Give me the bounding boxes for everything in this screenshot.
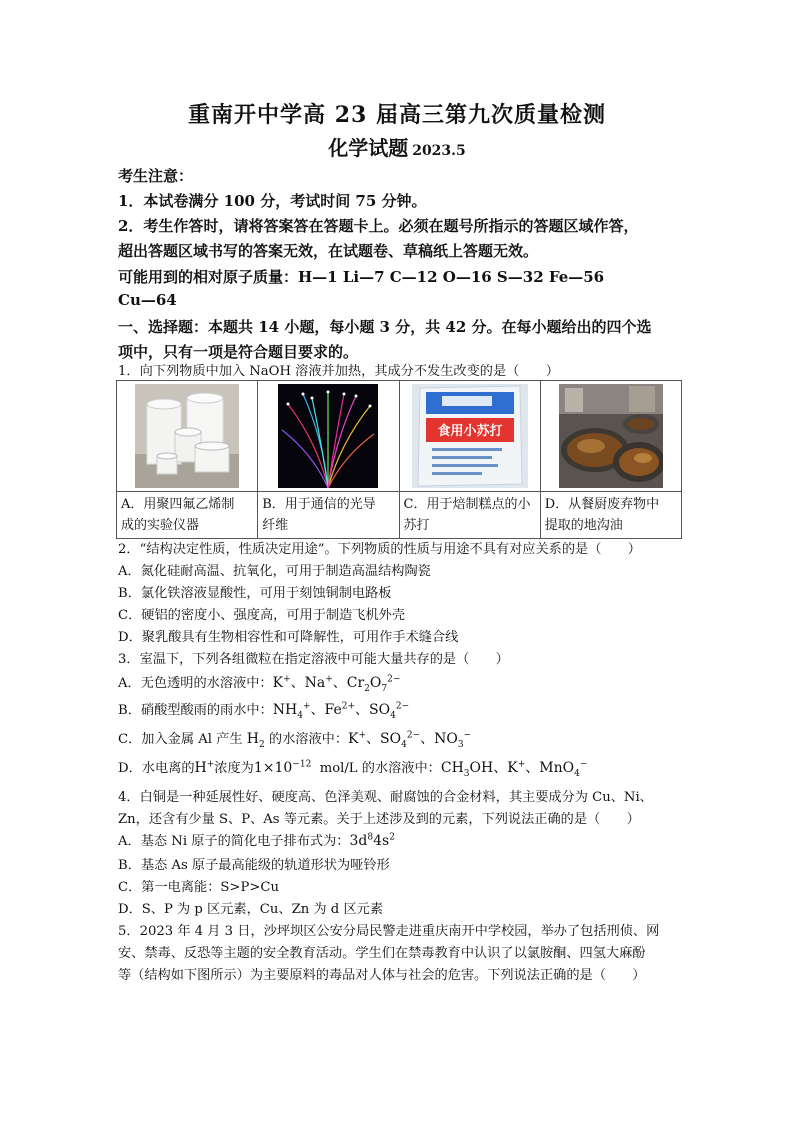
notice-item-2-cont: 超出答题区域书写的答案无效，在试题卷、草稿纸上答题无效。 bbox=[118, 242, 539, 260]
waste-oil-photo bbox=[559, 384, 663, 488]
ptfe-labware-photo bbox=[135, 384, 239, 488]
question-5-stem: 5．2023 年 4 月 3 日，沙坪坝区公安分局民警走进重庆南开中学校园，举办了包括刑侦、网 bbox=[118, 924, 660, 939]
question-2-stem: 2．“结构决定性质，性质决定用途”。下列物质的性质与用途不具有对应关系的是（ ） bbox=[118, 542, 641, 557]
notice-heading: 考生注意： bbox=[118, 167, 194, 185]
question-2-option-d: D．聚乳酸具有生物相容性和可降解性，可用作手术缝合线 bbox=[118, 630, 459, 645]
question-3-option-a: A．无色透明的水溶液中：K+、Na+、$Cr_2O_7^{2-}$ bbox=[118, 674, 401, 694]
atomic-masses: 可能用到的相对原子质量：H—1 Li—7 C—12 O—16 S—32 Fe—56 bbox=[118, 268, 605, 286]
option-a-image-cell bbox=[117, 381, 258, 492]
notice-item-2: 2．考生作答时，请将答案答在答题卡上。必须在题号所指示的答题区域作答， bbox=[118, 217, 639, 235]
baking-soda-package-photo bbox=[412, 384, 528, 488]
section-heading: 一、选择题：本题共 14 小题，每小题 3 分，共 42 分。在每小题给出的四个选 bbox=[118, 318, 652, 336]
question-4-option-a: A．基态 Ni 原子的简化电子排布式为：$3d^84s^2$ bbox=[118, 832, 395, 849]
question-3-option-b: B．硝酸型酸雨的雨水中：$NH_4^+$、$Fe^{2+}$、$SO_4^{2-}$ bbox=[118, 701, 410, 721]
question-2-option-a: A．氮化硅耐高温、抗氧化，可用于制造高温结构陶瓷 bbox=[118, 564, 431, 579]
question-2-option-b: B．氯化铁溶液显酸性，可用于刻蚀铜制电路板 bbox=[118, 586, 392, 601]
option-b-image-cell bbox=[258, 381, 399, 492]
subject-title: 化学试题 bbox=[328, 136, 409, 160]
option-c-caption: C．用于焙制糕点的小 苏打 bbox=[403, 497, 531, 533]
question-5-stem-cont-2: 等（结构如下图所示）为主要原料的毒品对人体与社会的危害。下列说法正确的是（ ） bbox=[118, 968, 646, 983]
question-4-stem-cont: Zn，还含有少量 S、P、As 等元素。关于上述涉及到的元素，下列说法正确的是（ ） bbox=[118, 812, 640, 827]
question-3-stem: 3．室温下，下列各组微粒在指定溶液中可能大量共存的是（ ） bbox=[118, 652, 509, 667]
question-4-option-d: D．S、P 为 p 区元素，Cu、Zn 为 d 区元素 bbox=[118, 902, 384, 917]
question-2-option-c: C．硬铝的密度小、强度高，可用于制造飞机外壳 bbox=[118, 608, 406, 623]
question-4-stem: 4．白铜是一种延展性好、硬度高、色泽美观、耐腐蚀的合金材料，其主要成分为 Cu、Ni、 bbox=[118, 790, 653, 805]
option-d-caption: D．从餐厨废弃物中 提取的地沟油 bbox=[544, 497, 660, 533]
notice-item-1: 1．本试卷满分 100 分，考试时间 75 分钟。 bbox=[118, 192, 427, 210]
question-1-options-table bbox=[116, 380, 682, 539]
svg-text:食用小苏打: 食用小苏打 bbox=[437, 424, 503, 439]
exam-title: 重南开中学高 23 届高三第九次质量检测 bbox=[188, 102, 606, 128]
optical-fiber-photo bbox=[278, 384, 378, 488]
question-3-option-c: C．加入金属 Al 产生 $H_2$ 的水溶液中：K+、$SO_4^{2-}$、$NO_3^-$ bbox=[118, 730, 472, 750]
question-3-option-d: D．水电离的H+浓度为$1\times 10^{-12}$ mol/L 的水溶液中：$CH_3OH$、K+、MnO$_4$− bbox=[118, 759, 588, 779]
atomic-masses-cont: Cu—64 bbox=[118, 291, 177, 309]
option-b-caption: B．用于通信的光导 纤维 bbox=[262, 497, 376, 533]
question-4-option-c: C．第一电离能：S>P>Cu bbox=[118, 880, 279, 895]
option-a-caption: A．用聚四氟乙烯制 成的实验仪器 bbox=[121, 497, 235, 533]
question-4-option-b: B．基态 As 原子最高能级的轨道形状为哑铃形 bbox=[118, 858, 390, 873]
section-heading-cont: 项中，只有一项是符合题目要求的。 bbox=[118, 343, 359, 361]
option-c-image-cell bbox=[399, 381, 540, 492]
exam-subtitle bbox=[0, 132, 794, 161]
question-1-stem: 1．向下列物质中加入 NaOH 溶液并加热，其成分不发生改变的是（ ） bbox=[118, 364, 559, 379]
option-d-image-cell bbox=[540, 381, 681, 492]
question-5-stem-cont-1: 安、禁毒、反恐等主题的安全教育活动。学生们在禁毒教育中认识了以氯胺酮、四氢大麻酚 bbox=[118, 946, 646, 961]
exam-date: 2023.5 bbox=[412, 143, 466, 159]
